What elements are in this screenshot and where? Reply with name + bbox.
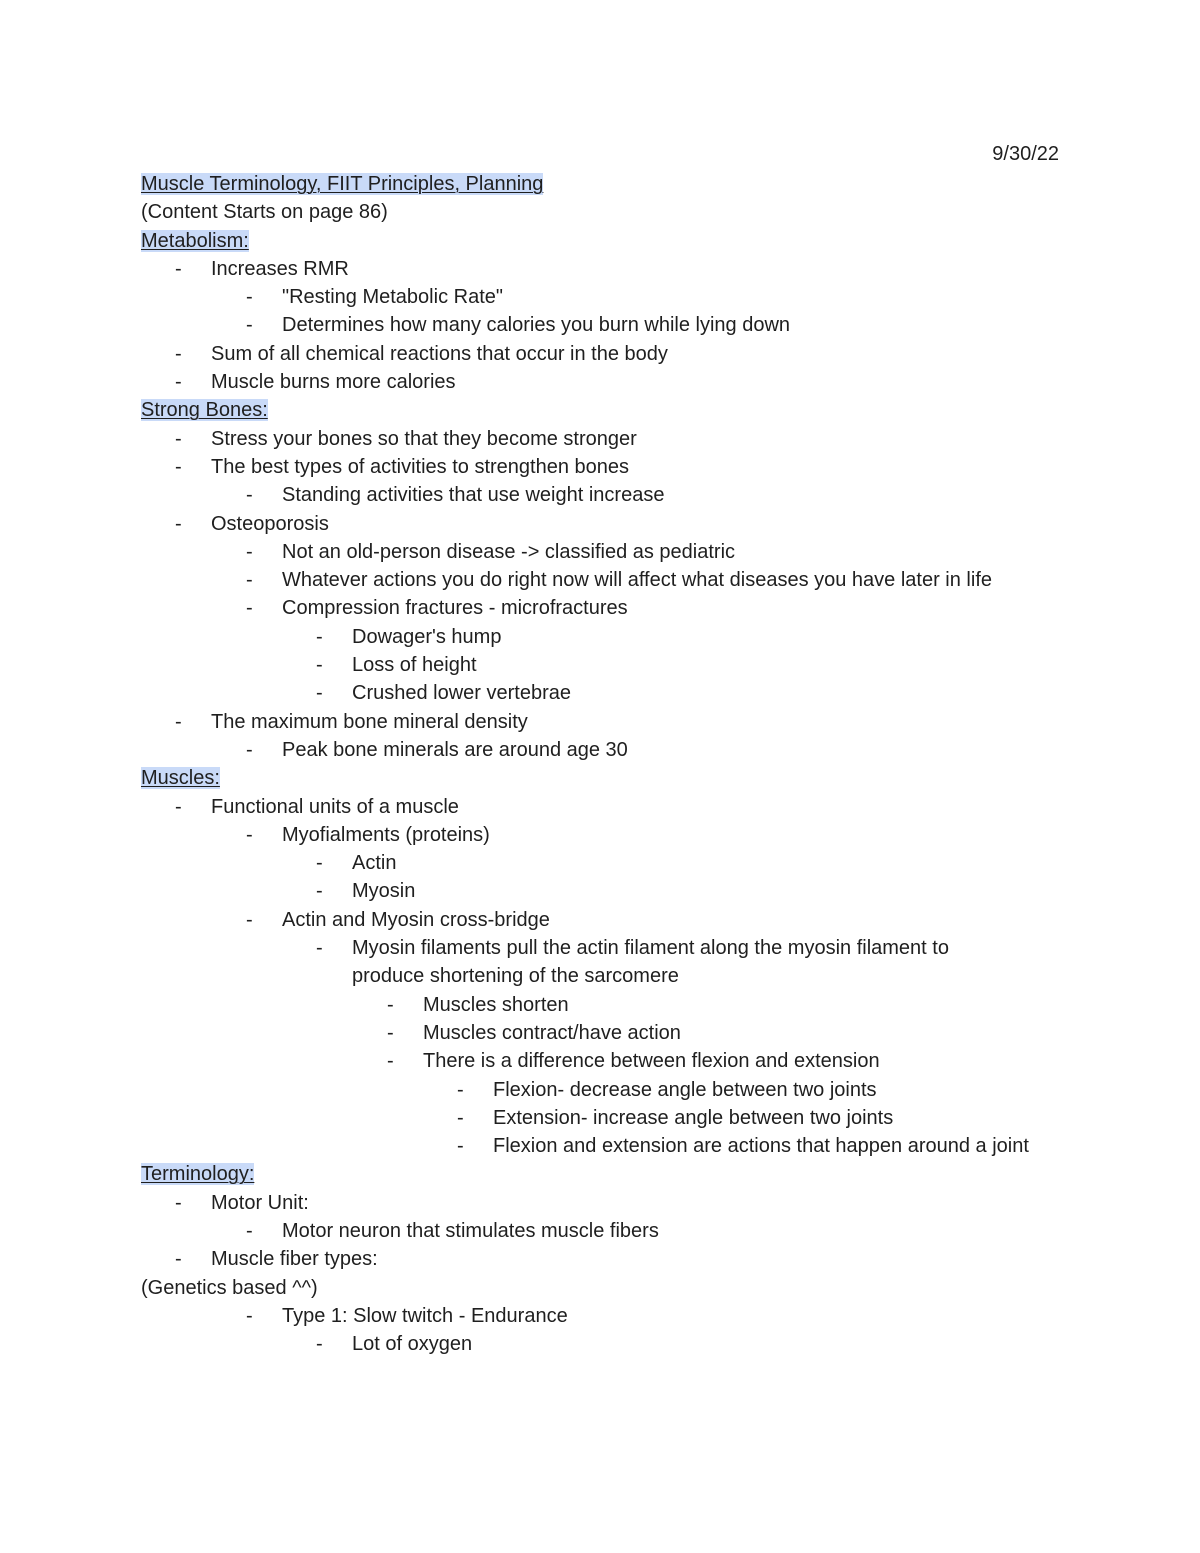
- bullet-dash: -: [246, 1219, 253, 1242]
- bullet-dash: -: [246, 314, 253, 337]
- bullet-dash: -: [246, 569, 253, 592]
- bullet-dash: -: [316, 682, 323, 705]
- bullet-dash: -: [387, 993, 394, 1016]
- bullet-dash: -: [316, 625, 323, 648]
- bullet-dash: -: [246, 1304, 253, 1327]
- list-item: - "Resting Metabolic Rate": [141, 283, 1061, 311]
- list-item: - Dowager's hump: [141, 623, 1061, 651]
- bullet-dash: -: [387, 1021, 394, 1044]
- bullet-dash: -: [175, 342, 182, 365]
- bullet-dash: -: [316, 852, 323, 875]
- content-start-note: (Content Starts on page 86): [141, 201, 388, 224]
- section-heading-terminology: Terminology:: [141, 1163, 255, 1186]
- list-item: - Myofialments (proteins): [141, 821, 1061, 849]
- list-item: - Crushed lower vertebrae: [141, 679, 1061, 707]
- bullet-dash: -: [175, 257, 182, 280]
- bullet-dash: -: [246, 738, 253, 761]
- list-item: - Increases RMR: [141, 255, 1061, 283]
- list-item: - Actin and Myosin cross-bridge: [141, 906, 1061, 934]
- section-heading-metabolism: Metabolism:: [141, 229, 249, 252]
- list-item: - Not an old-person disease -> classified as pediatric: [141, 538, 1061, 566]
- list-item: - Motor Unit:: [141, 1189, 1061, 1217]
- list-item: - Muscle fiber types:: [141, 1245, 1061, 1273]
- bullet-dash: -: [175, 1248, 182, 1271]
- list-item: - Standing activities that use weight increase: [141, 481, 1061, 509]
- bullet-dash: -: [316, 654, 323, 677]
- bullet-dash: -: [175, 427, 182, 450]
- list-item: - Actin: [141, 849, 1061, 877]
- section-heading-muscles: Muscles:: [141, 767, 220, 790]
- bullet-dash: -: [246, 597, 253, 620]
- list-item: - Muscle burns more calories: [141, 368, 1061, 396]
- bullet-dash: -: [457, 1106, 464, 1129]
- list-item: - Stress your bones so that they become stronger: [141, 425, 1061, 453]
- list-item: - Whatever actions you do right now will affect what diseases you have later in life: [141, 566, 1061, 594]
- list-item: - Compression fractures - microfractures: [141, 594, 1061, 622]
- document-body: [141, 170, 1061, 1358]
- list-item: - There is a difference between flexion and extension: [141, 1047, 1061, 1075]
- date: 9/30/22: [992, 143, 1059, 165]
- bullet-dash: -: [457, 1078, 464, 1101]
- list-item: - Sum of all chemical reactions that occur in the body: [141, 340, 1061, 368]
- list-item: - The best types of activities to strengthen bones: [141, 453, 1061, 481]
- list-item: - Muscles contract/have action: [141, 1019, 1061, 1047]
- bullet-dash: -: [316, 880, 323, 903]
- list-item: - Osteoporosis: [141, 510, 1061, 538]
- bullet-dash: -: [175, 710, 182, 733]
- bullet-dash: -: [316, 937, 323, 960]
- list-item: - Motor neuron that stimulates muscle fibers: [141, 1217, 1061, 1245]
- genetics-note: (Genetics based ^^): [141, 1276, 318, 1299]
- list-item: - Flexion and extension are actions that happen around a joint: [141, 1132, 1061, 1160]
- bullet-dash: -: [246, 484, 253, 507]
- bullet-dash: -: [175, 1191, 182, 1214]
- bullet-dash: -: [246, 540, 253, 563]
- list-item: - Determines how many calories you burn while lying down: [141, 311, 1061, 339]
- list-item: - Myosin: [141, 877, 1061, 905]
- list-item: - Muscles shorten: [141, 991, 1061, 1019]
- section-heading-strong-bones: Strong Bones:: [141, 399, 268, 422]
- bullet-dash: -: [175, 795, 182, 818]
- bullet-dash: -: [175, 455, 182, 478]
- bullet-dash: -: [457, 1135, 464, 1158]
- bullet-dash: -: [246, 908, 253, 931]
- list-item: - Loss of height: [141, 651, 1061, 679]
- list-item: - Functional units of a muscle: [141, 793, 1061, 821]
- bullet-dash: -: [246, 823, 253, 846]
- document-title: Muscle Terminology, FIIT Principles, Planning: [141, 173, 544, 195]
- bullet-dash: -: [387, 1050, 394, 1073]
- bullet-dash: -: [175, 371, 182, 394]
- list-item: - Flexion- decrease angle between two joints: [141, 1076, 1061, 1104]
- list-item: - The maximum bone mineral density: [141, 708, 1061, 736]
- list-item: - Lot of oxygen: [141, 1330, 1061, 1358]
- list-item: - Type 1: Slow twitch - Endurance: [141, 1302, 1061, 1330]
- list-item: - Peak bone minerals are around age 30: [141, 736, 1061, 764]
- list-item: - Myosin filaments pull the actin filament along the myosin filament to produce shortening of the sarcomere: [141, 934, 1061, 991]
- bullet-dash: -: [175, 512, 182, 535]
- bullet-dash: -: [316, 1333, 323, 1356]
- bullet-dash: -: [246, 286, 253, 309]
- list-item: - Extension- increase angle between two joints: [141, 1104, 1061, 1132]
